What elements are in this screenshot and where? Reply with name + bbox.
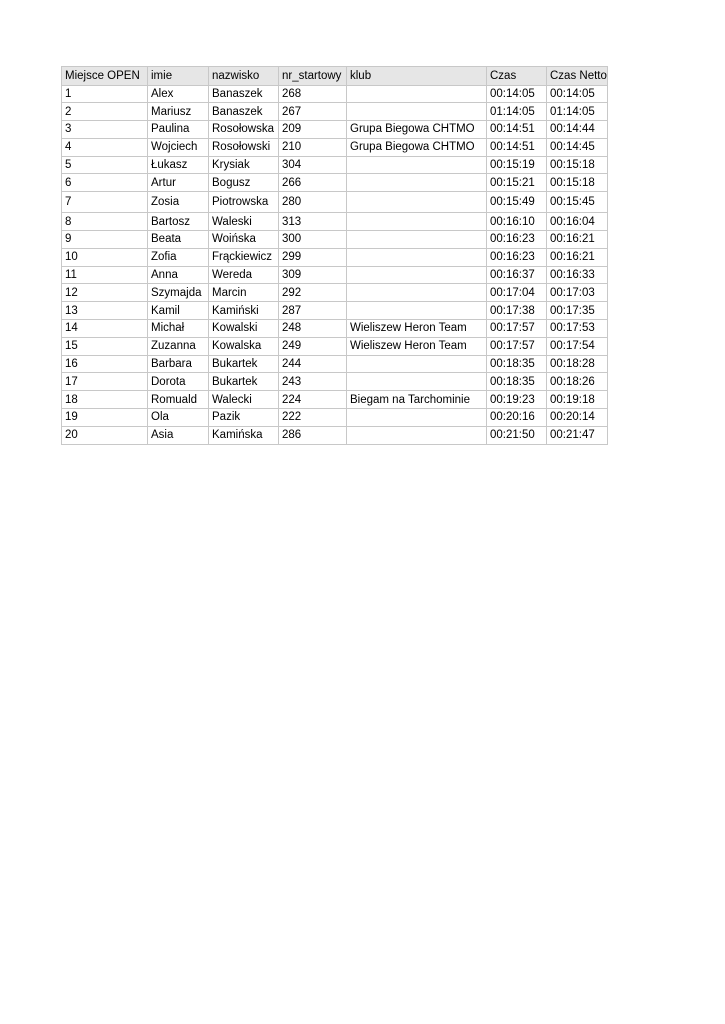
table-row [62,320,608,338]
cell-first-name: Artur [148,174,209,192]
cell-time: 00:18:35 [487,373,547,391]
cell-club [347,156,487,174]
table-row [62,302,608,320]
table-row [62,192,608,213]
cell-bib-number: 248 [279,320,347,338]
cell-place: 13 [62,302,148,320]
cell-first-name: Alex [148,85,209,103]
cell-net-time: 00:17:35 [547,302,608,320]
results-table [61,66,608,445]
header-bib-number: nr_startowy [279,67,347,86]
cell-place: 11 [62,266,148,284]
cell-last-name: Frąckiewicz [209,248,279,266]
cell-net-time: 00:17:53 [547,320,608,338]
cell-first-name: Łukasz [148,156,209,174]
cell-time: 00:15:19 [487,156,547,174]
cell-time: 00:17:57 [487,337,547,355]
cell-bib-number: 222 [279,409,347,427]
cell-time: 00:18:35 [487,355,547,373]
cell-bib-number: 210 [279,138,347,156]
cell-last-name: Bogusz [209,174,279,192]
cell-net-time: 00:14:45 [547,138,608,156]
cell-place: 16 [62,355,148,373]
cell-bib-number: 249 [279,337,347,355]
table-row [62,373,608,391]
cell-bib-number: 267 [279,103,347,121]
cell-place: 17 [62,373,148,391]
cell-bib-number: 299 [279,248,347,266]
cell-club [347,266,487,284]
cell-last-name: Banaszek [209,85,279,103]
header-place: Miejsce OPEN [62,67,148,86]
cell-net-time: 00:14:05 [547,85,608,103]
cell-time: 00:21:50 [487,426,547,444]
cell-club: Wieliszew Heron Team [347,320,487,338]
cell-time: 00:16:37 [487,266,547,284]
cell-bib-number: 292 [279,284,347,302]
cell-club: Biegam na Tarchominie [347,391,487,409]
cell-bib-number: 309 [279,266,347,284]
cell-place: 4 [62,138,148,156]
cell-club [347,103,487,121]
cell-last-name: Piotrowska [209,192,279,213]
cell-first-name: Bartosz [148,213,209,231]
cell-club: Grupa Biegowa CHTMO [347,138,487,156]
cell-first-name: Dorota [148,373,209,391]
cell-last-name: Marcin [209,284,279,302]
header-club: klub [347,67,487,86]
cell-place: 5 [62,156,148,174]
cell-bib-number: 287 [279,302,347,320]
cell-time: 01:14:05 [487,103,547,121]
cell-first-name: Paulina [148,121,209,139]
cell-first-name: Michał [148,320,209,338]
cell-place: 8 [62,213,148,231]
table-row [62,355,608,373]
cell-time: 00:15:21 [487,174,547,192]
table-row [62,231,608,249]
header-time: Czas [487,67,547,86]
cell-net-time: 00:17:54 [547,337,608,355]
cell-club [347,231,487,249]
cell-net-time: 00:16:33 [547,266,608,284]
cell-first-name: Beata [148,231,209,249]
cell-place: 7 [62,192,148,213]
cell-net-time: 00:17:03 [547,284,608,302]
table-row [62,121,608,139]
cell-club [347,213,487,231]
cell-last-name: Kamińska [209,426,279,444]
cell-time: 00:17:57 [487,320,547,338]
table-row [62,337,608,355]
header-last-name: nazwisko [209,67,279,86]
cell-place: 3 [62,121,148,139]
cell-club [347,426,487,444]
cell-time: 00:17:38 [487,302,547,320]
cell-time: 00:17:04 [487,284,547,302]
cell-first-name: Barbara [148,355,209,373]
cell-first-name: Mariusz [148,103,209,121]
cell-place: 14 [62,320,148,338]
cell-bib-number: 244 [279,355,347,373]
cell-place: 18 [62,391,148,409]
cell-net-time: 00:20:14 [547,409,608,427]
table-row [62,409,608,427]
cell-bib-number: 266 [279,174,347,192]
table-row [62,213,608,231]
cell-net-time: 01:14:05 [547,103,608,121]
cell-net-time: 00:15:45 [547,192,608,213]
cell-time: 00:14:05 [487,85,547,103]
cell-time: 00:19:23 [487,391,547,409]
cell-first-name: Zofia [148,248,209,266]
cell-first-name: Romuald [148,391,209,409]
cell-net-time: 00:14:44 [547,121,608,139]
table-row [62,85,608,103]
cell-last-name: Rosołowska [209,121,279,139]
cell-club [347,373,487,391]
cell-time: 00:15:49 [487,192,547,213]
cell-last-name: Kamiński [209,302,279,320]
cell-last-name: Kowalski [209,320,279,338]
cell-net-time: 00:19:18 [547,391,608,409]
cell-club: Grupa Biegowa CHTMO [347,121,487,139]
results-sheet [61,66,608,445]
cell-last-name: Pazik [209,409,279,427]
cell-net-time: 00:16:21 [547,231,608,249]
results-body [62,85,608,444]
cell-time: 00:14:51 [487,138,547,156]
cell-club [347,85,487,103]
cell-first-name: Zuzanna [148,337,209,355]
cell-first-name: Anna [148,266,209,284]
table-row [62,284,608,302]
table-row [62,426,608,444]
cell-place: 9 [62,231,148,249]
cell-place: 10 [62,248,148,266]
cell-club [347,174,487,192]
cell-bib-number: 268 [279,85,347,103]
table-row [62,138,608,156]
cell-place: 19 [62,409,148,427]
cell-last-name: Waleski [209,213,279,231]
cell-bib-number: 286 [279,426,347,444]
cell-place: 15 [62,337,148,355]
cell-first-name: Asia [148,426,209,444]
cell-bib-number: 313 [279,213,347,231]
cell-first-name: Szymajda [148,284,209,302]
cell-net-time: 00:18:26 [547,373,608,391]
cell-time: 00:14:51 [487,121,547,139]
cell-bib-number: 300 [279,231,347,249]
cell-club [347,302,487,320]
cell-time: 00:16:23 [487,231,547,249]
cell-bib-number: 304 [279,156,347,174]
cell-net-time: 00:15:18 [547,156,608,174]
cell-last-name: Bukartek [209,355,279,373]
cell-club [347,284,487,302]
cell-last-name: Kowalska [209,337,279,355]
cell-place: 2 [62,103,148,121]
header-row [62,67,608,86]
cell-bib-number: 209 [279,121,347,139]
cell-place: 6 [62,174,148,192]
table-row [62,248,608,266]
cell-bib-number: 280 [279,192,347,213]
cell-club [347,192,487,213]
cell-first-name: Ola [148,409,209,427]
cell-bib-number: 243 [279,373,347,391]
cell-last-name: Krysiak [209,156,279,174]
cell-first-name: Zosia [148,192,209,213]
cell-bib-number: 224 [279,391,347,409]
cell-club [347,409,487,427]
cell-first-name: Wojciech [148,138,209,156]
cell-last-name: Banaszek [209,103,279,121]
cell-net-time: 00:21:47 [547,426,608,444]
cell-place: 1 [62,85,148,103]
cell-club [347,248,487,266]
table-row [62,266,608,284]
cell-last-name: Woińska [209,231,279,249]
cell-net-time: 00:16:04 [547,213,608,231]
cell-place: 20 [62,426,148,444]
cell-place: 12 [62,284,148,302]
table-row [62,103,608,121]
cell-club: Wieliszew Heron Team [347,337,487,355]
cell-time: 00:20:16 [487,409,547,427]
table-row [62,391,608,409]
header-first-name: imie [148,67,209,86]
cell-time: 00:16:10 [487,213,547,231]
cell-time: 00:16:23 [487,248,547,266]
cell-first-name: Kamil [148,302,209,320]
table-row [62,174,608,192]
cell-last-name: Walecki [209,391,279,409]
header-net-time: Czas Netto [547,67,608,86]
cell-net-time: 00:16:21 [547,248,608,266]
cell-club [347,355,487,373]
cell-last-name: Rosołowski [209,138,279,156]
cell-last-name: Wereda [209,266,279,284]
cell-last-name: Bukartek [209,373,279,391]
cell-net-time: 00:15:18 [547,174,608,192]
cell-net-time: 00:18:28 [547,355,608,373]
table-row [62,156,608,174]
